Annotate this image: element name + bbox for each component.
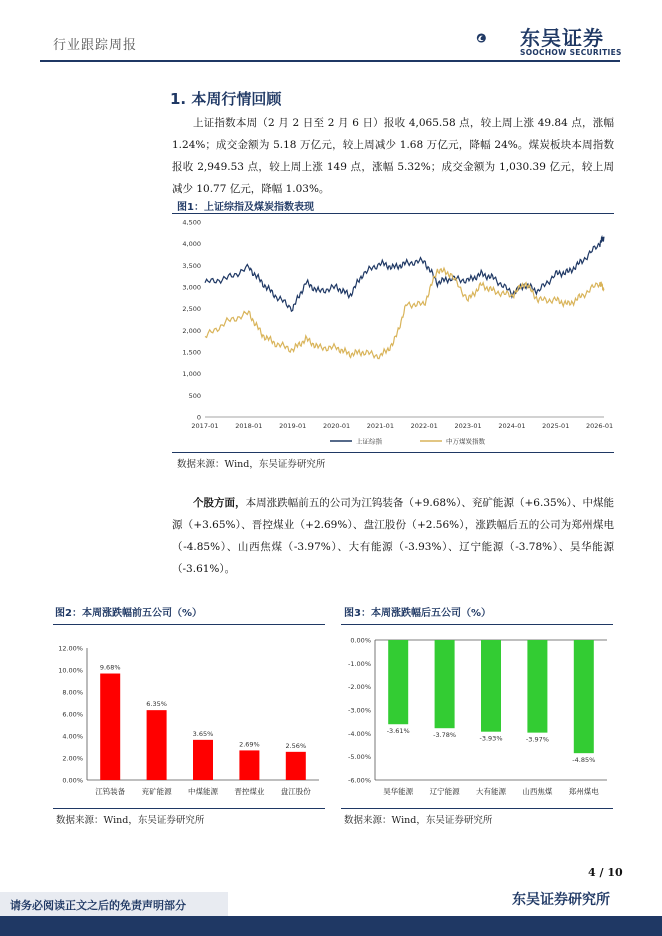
- bar-3: [481, 640, 501, 732]
- bar-value-label: -3.93%: [479, 734, 503, 743]
- y-tick-label: 4.00%: [62, 732, 83, 741]
- y-tick-label: 3,000: [182, 283, 201, 292]
- y-tick-label: -3.00%: [348, 706, 371, 715]
- bar-1: [100, 674, 120, 780]
- y-tick-label: 6.00%: [62, 710, 83, 719]
- stocks-paragraph: [172, 492, 614, 580]
- y-tick-label: 2,500: [182, 305, 201, 314]
- figure1-source: 数据来源：Wind，东吴证券研究所: [177, 459, 326, 470]
- y-tick-label: 12.00%: [58, 644, 83, 653]
- bar-value-label: 3.65%: [192, 729, 214, 738]
- figure1-title: 图1：上证综指及煤炭指数表现: [177, 202, 314, 213]
- y-tick-label: 2,000: [182, 326, 201, 335]
- category-label: 昊华能源: [383, 787, 414, 796]
- figure1-line-chart: [172, 214, 614, 452]
- x-tick-label: 2017-01: [191, 422, 219, 430]
- figure3-bottom-rule: [341, 808, 613, 809]
- bar-4: [239, 750, 259, 780]
- category-label: 大有能源: [476, 787, 506, 796]
- header-divider: [40, 60, 620, 62]
- category-label: 盘江股份: [280, 787, 311, 796]
- bar-5: [574, 640, 594, 753]
- section-title: 1. 本周行情回顾: [170, 90, 282, 108]
- bar-2: [147, 710, 167, 780]
- x-tick-label: 2020-01: [322, 422, 351, 430]
- category-label: 辽宁能源: [429, 787, 460, 796]
- category-label: 兖矿能源: [141, 787, 172, 796]
- y-tick-label: 2.00%: [62, 754, 83, 763]
- x-tick-label: 2024-01: [498, 422, 526, 430]
- y-tick-label: -1.00%: [348, 659, 371, 668]
- stocks-lead: 个股方面，: [193, 497, 246, 509]
- bar-value-label: -3.78%: [433, 731, 457, 740]
- series-line-1: [205, 237, 604, 312]
- x-tick-label: 2021-01: [366, 422, 394, 430]
- category-label: 山西焦煤: [522, 787, 553, 796]
- market-review-paragraph: 上证指数本周（2 月 2 日至 2 月 6 日）报收 4,065.58 点，较上周上涨 49.84 点，涨幅 1.24%；成交金额为 5.18 万亿元，较上周减少 1.68 万亿元，降幅 24%。煤炭板块本周指数报收 2,949.53 点，较上周上涨 149 点，涨幅 5.32%；成交金额为 1,030.39 亿元，较上周减少 10.77 亿元，降幅 1.03%。: [172, 117, 614, 195]
- brand-name-en: SOOCHOW SECURITIES: [520, 48, 622, 57]
- x-tick-label: 2018-01: [235, 422, 263, 430]
- bar-4: [527, 640, 547, 733]
- bar-value-label: 2.56%: [285, 741, 307, 750]
- bar-value-label: 2.69%: [239, 740, 260, 749]
- brand-name-cn: 东吴证券: [520, 26, 604, 50]
- y-tick-label: 1,000: [182, 370, 201, 379]
- footer-bar: [0, 916, 662, 936]
- x-tick-label: 2026-01: [586, 422, 614, 430]
- bar-value-label: -4.85%: [572, 756, 596, 765]
- figure1-bottom-rule: [172, 452, 614, 453]
- bar-3: [193, 740, 213, 780]
- y-tick-label: 500: [188, 391, 201, 400]
- y-tick-label: 4,000: [182, 240, 201, 249]
- logo-circle-icon: [477, 33, 486, 42]
- bar-5: [286, 752, 306, 780]
- y-tick-label: 4,500: [182, 218, 201, 227]
- figure3-top-rule: [341, 624, 613, 625]
- series-line-2: [205, 268, 604, 358]
- figure2-bottom-rule: [53, 808, 325, 809]
- category-label: 中煤能源: [188, 787, 218, 796]
- bar-value-label: 9.68%: [99, 663, 121, 672]
- y-tick-label: 8.00%: [62, 688, 83, 697]
- y-tick-label: 0: [196, 413, 201, 422]
- y-tick-label: 1,500: [182, 348, 201, 357]
- bar-1: [388, 640, 408, 724]
- y-tick-label: -4.00%: [348, 729, 371, 738]
- bar-value-label: 6.35%: [146, 700, 167, 709]
- x-tick-label: 2025-01: [542, 422, 570, 430]
- y-tick-label: -6.00%: [348, 776, 371, 785]
- figure3-source: 数据来源：Wind，东吴证券研究所: [344, 815, 493, 826]
- figure2-bar-chart: [53, 626, 325, 806]
- bar-2: [435, 640, 455, 728]
- bar-value-label: -3.97%: [525, 735, 549, 744]
- category-label: 晋控煤业: [234, 787, 265, 796]
- figure2-title: 图2：本周涨跌幅前五公司（%）: [55, 608, 202, 619]
- legend-label: 上证综指: [356, 437, 382, 446]
- bar-value-label: -3.61%: [386, 727, 410, 736]
- category-label: 江钨装备: [95, 787, 126, 796]
- figure3-title: 图3：本周涨跌幅后五公司（%）: [344, 608, 491, 619]
- figure2-source: 数据来源：Wind，东吴证券研究所: [56, 815, 205, 826]
- stocks-body: 本周涨跌幅前五的公司为江钨装备（+9.68%）、兖矿能源（+6.35%）、中煤能源（+3.65%）、晋控煤业（+2.69%）、盘江股份（+2.56%），涨跌幅后五的公司为郑州煤电（-4.85%）、山西焦煤（-3.97%）、大有能源（-3.93%）、辽宁能源（-3.78%）、昊华能源（-3.61%）。: [172, 497, 615, 575]
- y-tick-label: 0.00%: [62, 776, 83, 785]
- x-tick-label: 2019-01: [279, 422, 307, 430]
- y-tick-label: 0.00%: [350, 636, 371, 645]
- y-tick-label: -2.00%: [348, 683, 371, 692]
- x-tick-label: 2023-01: [454, 422, 482, 430]
- category-label: 郑州煤电: [568, 787, 599, 796]
- y-tick-label: 10.00%: [58, 666, 83, 675]
- y-tick-label: 3,500: [182, 261, 201, 270]
- y-tick-label: -5.00%: [348, 753, 371, 762]
- x-tick-label: 2022-01: [410, 422, 438, 430]
- soochow-logo-icon: [476, 18, 516, 58]
- report-category: 行业跟踪周报: [53, 38, 138, 53]
- disclaimer-note: 请务必阅读正文之后的免责声明部分: [10, 899, 186, 912]
- figure3-bar-chart: [341, 626, 613, 806]
- figure2-top-rule: [53, 624, 325, 625]
- legend-label: 中万煤炭指数: [446, 437, 485, 446]
- page-number: 4 / 10: [588, 866, 623, 879]
- footer-brand: 东吴证券研究所: [512, 892, 610, 908]
